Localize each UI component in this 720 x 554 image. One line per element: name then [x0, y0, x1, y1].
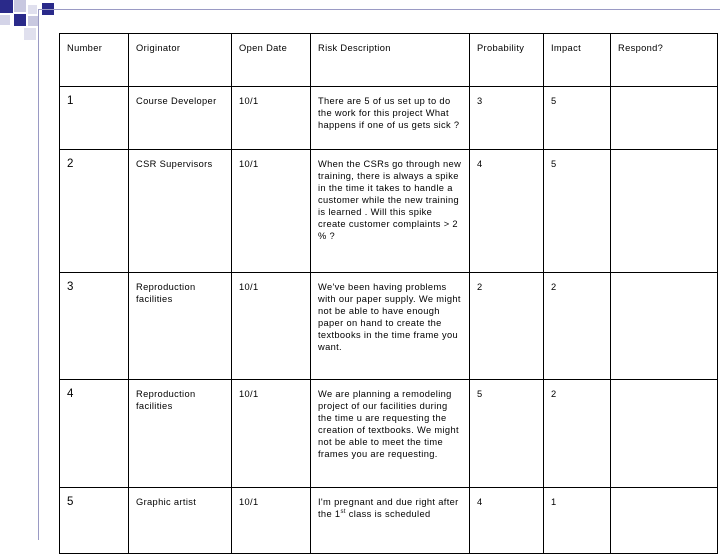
cell-description: There are 5 of us set up to do the work for this project What happens if one of us gets sick ?: [311, 87, 470, 150]
cell-number: 2: [60, 150, 129, 273]
cell-originator: Course Developer: [129, 87, 232, 150]
cell-impact: 5: [544, 150, 611, 273]
deco-square: [24, 28, 36, 40]
cell-impact: 2: [544, 380, 611, 488]
table-row: [60, 150, 718, 273]
cell-description: [311, 488, 470, 554]
deco-horizontal-line: [38, 9, 720, 10]
cell-probability: 5: [470, 380, 544, 488]
table-row: [60, 488, 718, 554]
cell-respond: [611, 150, 718, 273]
cell-respond: [611, 273, 718, 380]
cell-number: 3: [60, 273, 129, 380]
cell-number: 1: [60, 87, 129, 150]
cell-probability: 4: [470, 488, 544, 554]
cell-impact: 2: [544, 273, 611, 380]
header-originator: Originator: [129, 34, 232, 87]
deco-square: [28, 16, 38, 26]
header-number: Number: [60, 34, 129, 87]
cell-originator: Graphic artist: [129, 488, 232, 554]
header-risk-description: Risk Description: [311, 34, 470, 87]
table-row: [60, 273, 718, 380]
header-respond: Respond?: [611, 34, 718, 87]
cell-description: When the CSRs go through new training, there is always a spike in the time it takes to handle a customer while the new training is learned . Will this spike create customer complaints > 2 % ?: [311, 150, 470, 273]
cell-open-date: 10/1: [232, 273, 311, 380]
deco-vertical-line: [38, 9, 39, 540]
cell-probability: 3: [470, 87, 544, 150]
header-impact: Impact: [544, 34, 611, 87]
cell-respond: [611, 87, 718, 150]
cell-probability: 4: [470, 150, 544, 273]
cell-originator: CSR Supervisors: [129, 150, 232, 273]
table-row: [60, 380, 718, 488]
cell-open-date: 10/1: [232, 488, 311, 554]
header-open-date: Open Date: [232, 34, 311, 87]
cell-originator: Reproduction facilities: [129, 380, 232, 488]
deco-square: [0, 0, 13, 13]
table-header-row: [60, 34, 718, 87]
deco-square: [28, 5, 37, 14]
deco-square: [0, 15, 10, 25]
cell-originator: Reproduction facilities: [129, 273, 232, 380]
description-text: I'm pregnant and due right after the 1: [318, 497, 459, 519]
ordinal-suffix: st: [340, 508, 346, 515]
deco-square: [14, 0, 26, 12]
cell-number: 5: [60, 488, 129, 554]
risk-register-table: [59, 33, 718, 554]
cell-impact: 1: [544, 488, 611, 554]
cell-respond: [611, 380, 718, 488]
header-probability: Probability: [470, 34, 544, 87]
cell-description: We are planning a remodeling project of our facilities during the time u are requesting the creation of textbooks. We might not be able to meet the time frames you are requesting.: [311, 380, 470, 488]
description-text-end: class is scheduled: [345, 509, 431, 519]
table-row: [60, 87, 718, 150]
cell-impact: 5: [544, 87, 611, 150]
cell-number: 4: [60, 380, 129, 488]
deco-square: [14, 14, 26, 26]
cell-probability: 2: [470, 273, 544, 380]
cell-description: We've been having problems with our paper supply. We might not be able to have enough paper on hand to create the textbooks in the time frame you want.: [311, 273, 470, 380]
cell-open-date: 10/1: [232, 150, 311, 273]
cell-respond: [611, 488, 718, 554]
cell-open-date: 10/1: [232, 87, 311, 150]
cell-open-date: 10/1: [232, 380, 311, 488]
